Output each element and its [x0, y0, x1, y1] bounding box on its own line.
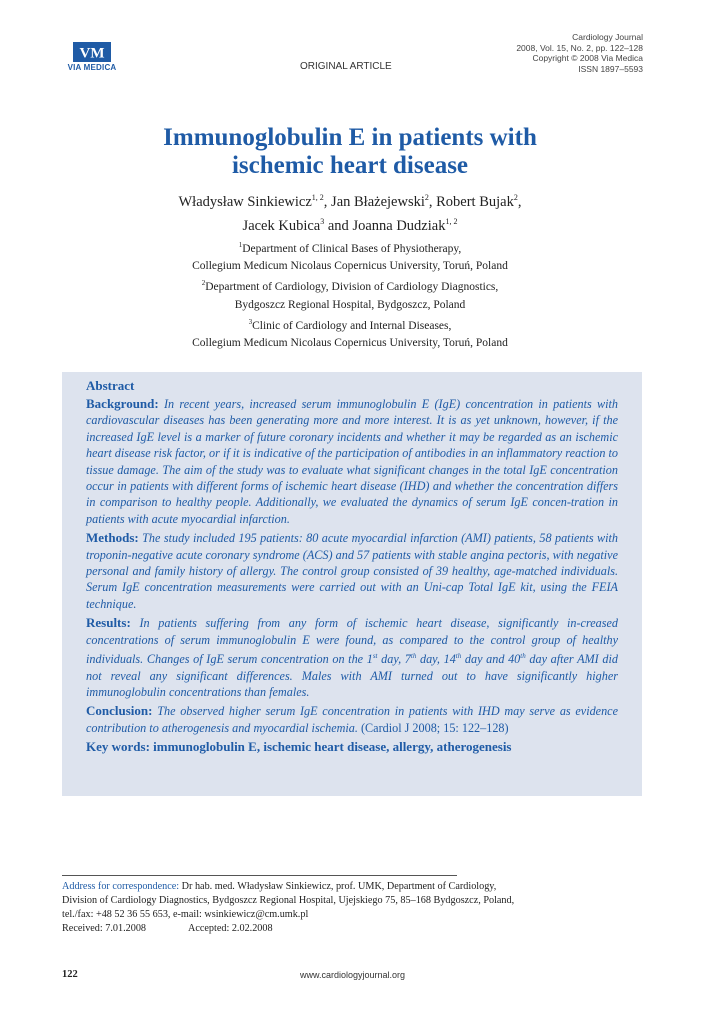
- affiliation-sup: 3: [248, 317, 253, 326]
- author-affil-sup: 3: [320, 216, 325, 226]
- affiliation-sup: 2: [201, 279, 206, 288]
- affiliation-line: [100, 275, 600, 296]
- results-text-part: day and 40: [461, 652, 521, 667]
- conclusion-text: The observed higher serum IgE concentration in patients with IHD may serve as evidence contribution to atherogenesis and myocardial ischemia.: [86, 704, 618, 735]
- correspondence-label: Address for correspondence:: [62, 881, 180, 892]
- journal-copyright: Copyright © 2008 Via Medica: [532, 53, 643, 63]
- journal-issn: ISSN 1897–5593: [578, 63, 643, 74]
- footnote-divider: [62, 875, 457, 876]
- author-name: Jan Błażejewski: [331, 193, 425, 210]
- author-list: [100, 188, 600, 236]
- methods-label: Methods:: [86, 530, 139, 546]
- journal-volume: 2008, Vol. 15, No. 2, pp. 122–128: [516, 42, 643, 53]
- article-section-label: ORIGINAL ARTICLE: [300, 61, 392, 72]
- ordinal-sup: th: [410, 652, 417, 661]
- abstract-box: [62, 372, 642, 796]
- journal-name: Cardiology Journal: [572, 32, 643, 42]
- affiliation-line: [100, 258, 600, 275]
- affiliation-text: Collegium Medicum Nicolaus Copernicus University, Toruń, Poland: [192, 260, 508, 273]
- affiliation-line: [100, 237, 600, 258]
- received-date: Received: 7.01.2008: [62, 923, 147, 934]
- author-separator: and: [324, 217, 353, 234]
- abstract-background: [86, 396, 618, 527]
- results-text-part: In patients suffering from any form of ischemic heart disease, significantly in-creased concentrations of serum immunoglobulin E were found, as compared to the control group of healthy individuals. Changes of IgE serum concentration on the 1: [86, 616, 619, 667]
- author-affil-sup: 1, 2: [445, 216, 458, 226]
- author-affil-sup: 2: [513, 193, 518, 202]
- journal-info: [516, 32, 643, 74]
- vm-logo-icon: [73, 42, 111, 62]
- accepted-date: Accepted: 2.02.2008: [188, 923, 273, 934]
- author-name: Joanna Dudziak: [352, 217, 446, 234]
- conclusion-label: Conclusion:: [86, 703, 153, 719]
- ordinal-sup: th: [455, 652, 462, 661]
- author-name: Robert Bujak: [436, 193, 514, 210]
- correspondence-line: Division of Cardiology Diagnostics, Bydgoszcz Regional Hospital, Ujejskiego 75, 85–168 Bydgoszcz, Poland,: [62, 895, 515, 906]
- publisher-name: VIA MEDICA: [67, 63, 117, 72]
- via-medica-logo: [60, 42, 124, 72]
- affiliation-line: [100, 335, 600, 352]
- correspondence-block: [62, 880, 622, 936]
- submission-dates: [62, 922, 622, 936]
- affiliation-text: Bydgoszcz Regional Hospital, Bydgoszcz, Poland: [234, 298, 466, 311]
- results-text-part: day, 14: [416, 652, 456, 667]
- affiliations: [100, 237, 600, 352]
- author-separator: ,: [517, 193, 522, 210]
- author-name: Jacek Kubica: [242, 217, 321, 234]
- author-affil-sup: 2: [424, 193, 429, 202]
- correspondence-text: Dr hab. med. Władysław Sinkiewicz, prof. UMK, Department of Cardiology,: [181, 881, 497, 892]
- author-name: Władysław Sinkiewicz: [178, 193, 312, 210]
- affiliation-text: Department of Clinical Bases of Physiotherapy,: [242, 242, 462, 255]
- background-text: In recent years, increased serum immunoglobulin E (IgE) concentration in patients with cardiovascular diseases has been generating more and more interest. It is as yet unknown, however, if the increased IgE level is a marker of future coronary incidents and whether it may be regarded as an ischemic heart disease risk factor, or if it is indicative of the participation of antibodies in an inflammatory reaction to tissue damage. The aim of the study was to evaluate what significant changes in the total IgE concentration occur in patients with different forms of ischemic heart disease (IHD) and whether the concentration differs in comparison to healthy people. Additionally, we evaluated the dynamics of serum IgE concen-tration in patients with acute myocardial infarction.: [86, 397, 618, 526]
- affiliation-line: [100, 297, 600, 314]
- abstract-heading: Abstract: [86, 378, 135, 393]
- journal-url: www.cardiologyjournal.org: [300, 970, 406, 980]
- affiliation-sup: 1: [238, 241, 243, 249]
- affiliation-text: Department of Cardiology, Division of Cardiology Diagnostics,: [205, 281, 499, 294]
- results-text-part: day, 7: [377, 652, 411, 667]
- keywords: Key words: immunoglobulin E, ischemic heart disease, allergy, atherogenesis: [86, 739, 512, 755]
- citation: (Cardiol J 2008; 15: 122–128): [360, 720, 509, 735]
- title-line: Immunoglobulin E in patients with: [163, 124, 537, 151]
- correspondence-line: tel./fax: +48 52 36 55 653, e-mail: wsinkiewicz@cm.umk.pl: [62, 909, 309, 920]
- affiliation-text: Clinic of Cardiology and Internal Diseases,: [252, 319, 452, 332]
- background-label: Background:: [86, 396, 159, 411]
- author-separator: ,: [323, 193, 332, 210]
- author-affil-sup: 1, 2: [311, 193, 324, 202]
- affiliation-line: [100, 314, 600, 335]
- correspondence-line: [62, 880, 622, 894]
- methods-text: The study included 195 patients: 80 acute myocardial infarction (AMI) patients, 58 patients with troponin-negative acute coronary syndrome (ACS) and 57 patients with stable angina pectoris, with negative personal and family history of allergy. The control group consisted of 39 healthy, age-matched individuals. Serum IgE concentration measurements were carried out with an Uni-cap Total IgE kit, using the FEIA technique.: [86, 531, 619, 611]
- abstract-results: [86, 615, 618, 700]
- ordinal-sup: th: [520, 652, 526, 661]
- page-number: 122: [62, 969, 78, 980]
- affiliation-text: Collegium Medicum Nicolaus Copernicus University, Toruń, Poland: [192, 336, 508, 349]
- article-title: [100, 124, 600, 180]
- logo-mark-text: VM: [79, 45, 105, 62]
- title-line: ischemic heart disease: [231, 152, 469, 179]
- results-text: [86, 616, 618, 699]
- author-separator: ,: [428, 193, 437, 210]
- abstract-conclusion: [86, 703, 618, 736]
- ordinal-sup: st: [372, 652, 378, 661]
- abstract-methods: [86, 530, 618, 612]
- results-text-part: day after AMI did not reveal any significant differences. Males with AMI turned out to have significantly higher immunoglobulin concentrations than females.: [86, 652, 618, 699]
- results-label: Results:: [86, 615, 131, 631]
